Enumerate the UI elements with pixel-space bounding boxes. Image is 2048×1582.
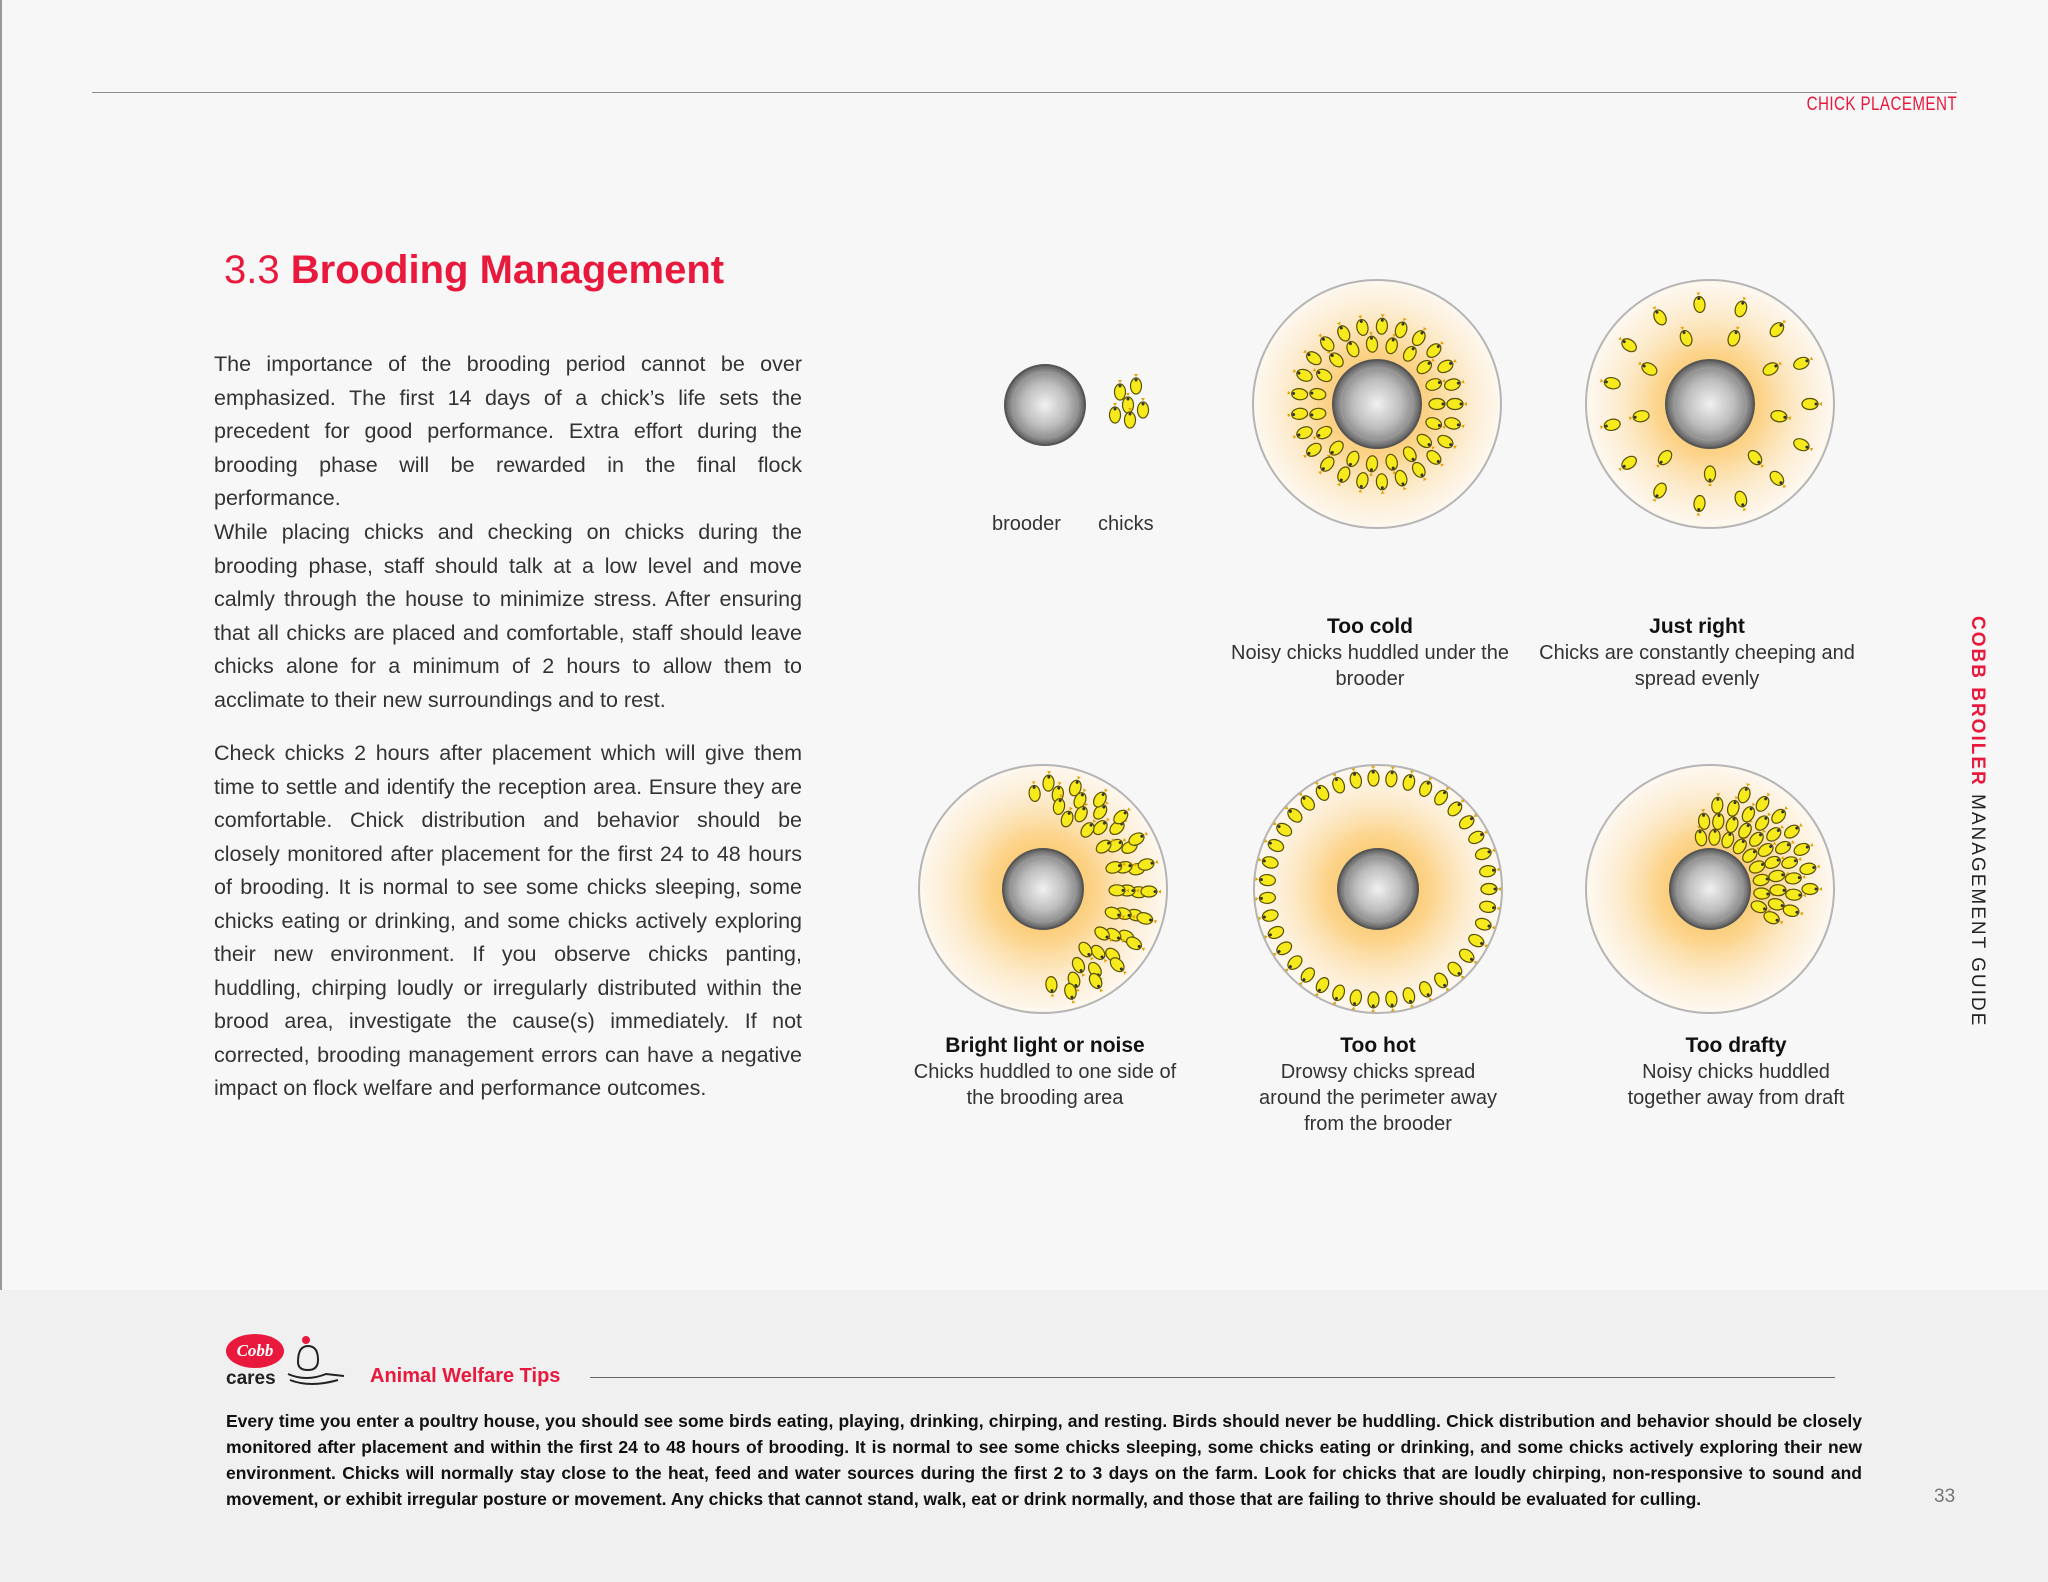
cobb-cares-logo xyxy=(226,1330,346,1390)
brooder-icon xyxy=(1005,365,1085,445)
page-number: 33 xyxy=(1934,1486,1956,1507)
paragraph-2: While placing chicks and checking on chicks during the brooding phase, staff should talk at a low level and move calmly through the house to minimize stress. After ensuring that all chicks are placed and comfortable, staff should leave chicks alone for a minimum of 2 hours to allow them to acclimate to their new surroundings and to rest. xyxy=(214,520,802,712)
caption-too-hot xyxy=(1253,1033,1503,1137)
caption-too-cold xyxy=(1200,614,1540,692)
caption-desc: Chicks are constantly cheeping and spread evenly xyxy=(1539,642,1855,690)
caption-too-drafty xyxy=(1621,1033,1851,1111)
caption-desc: Chicks huddled to one side of the brooding area xyxy=(913,1061,1177,1109)
caption-title: Too hot xyxy=(1340,1034,1416,1057)
brooder-icon xyxy=(1333,360,1421,448)
caption-just-right xyxy=(1527,614,1867,692)
paragraph-3: Check chicks 2 hours after placement which will give them time to settle and identify the reception area. Ensure they are comfortable. Chick distribution and behavior should be closely monitored after placement for the first 24 to 48 hours of brooding. It is normal to see some chicks sleeping, some chicks eating or drinking, and some chicks actively exploring their new environment. If you observe chicks panting, huddling, chirping loudly or irregularly distributed within the brood area, investigate the cause(s) immediately. If not corrected, brooding management errors can have a negative impact on flock welfare and performance outcomes. xyxy=(214,741,802,1100)
caption-title: Just right xyxy=(1649,615,1745,638)
brooder-icon xyxy=(1338,849,1418,929)
chick-icon xyxy=(1115,380,1126,400)
chick-icon xyxy=(1110,403,1121,423)
guide-rest: MANAGEMENT GUIDE xyxy=(1967,794,1988,1028)
brooder-icon xyxy=(1666,360,1754,448)
caption-title: Too drafty xyxy=(1685,1034,1787,1057)
caption-desc: Noisy chicks huddled together away from draft xyxy=(1627,1061,1845,1109)
section-number: 3.3 xyxy=(224,248,280,292)
cobb-logo: Cobb xyxy=(226,1334,284,1368)
section-title: Brooding Management xyxy=(290,248,725,292)
hand-chick-icon xyxy=(286,1330,346,1390)
paragraph-1: The importance of the brooding period cannot be over emphasized. The first 14 days of a chick’s life sets the precedent for good performance. Extra effort during the brooding phase will be rewarded in the final flock performance. xyxy=(214,352,802,510)
welfare-tips-rule xyxy=(590,1377,1835,1378)
caption-desc: Drowsy chicks spread around the perimeter away from the brooder xyxy=(1259,1061,1497,1135)
brooder-icon xyxy=(1003,849,1083,929)
chick-icon xyxy=(1131,374,1142,394)
caption-bright-light xyxy=(905,1033,1185,1111)
cares-text: cares xyxy=(226,1368,276,1389)
welfare-tips-title: Animal Welfare Tips xyxy=(370,1365,561,1387)
brooder-icon xyxy=(1670,849,1750,929)
welfare-tips-text: Every time you enter a poultry house, you should see some birds eating, playing, drinking, chirping, and resting. Birds should never be huddling. Chick distribution and behavior should be closely monitored after placement and within the first 24 to 48 hours of brooding. It is normal to see some chicks sleeping, some chicks eating or drinking, and some chicks actively exploring their new environment. Chicks will normally stay close to the heat, feed and water sources during the first 2 to 3 days on the farm. Look for chicks that are loudly chirping, non-responsive to sound and movement, or exhibit irregular posture or movement. Any chicks that cannot stand, walk, eat or drink normally, and those that are failing to thrive should be evaluated for culling. xyxy=(226,1411,1862,1509)
caption-desc: Noisy chicks huddled under the brooder xyxy=(1231,642,1509,690)
caption-title: Bright light or noise xyxy=(945,1034,1145,1057)
section-tag: CHICK PLACEMENT xyxy=(1806,94,1957,115)
legend-chicks: chicks xyxy=(1098,513,1154,535)
guide-brand: COBB BROILER xyxy=(1967,616,1988,787)
caption-title: Too cold xyxy=(1327,615,1413,638)
chick-icon xyxy=(1138,398,1149,418)
legend-brooder: brooder xyxy=(992,513,1061,535)
